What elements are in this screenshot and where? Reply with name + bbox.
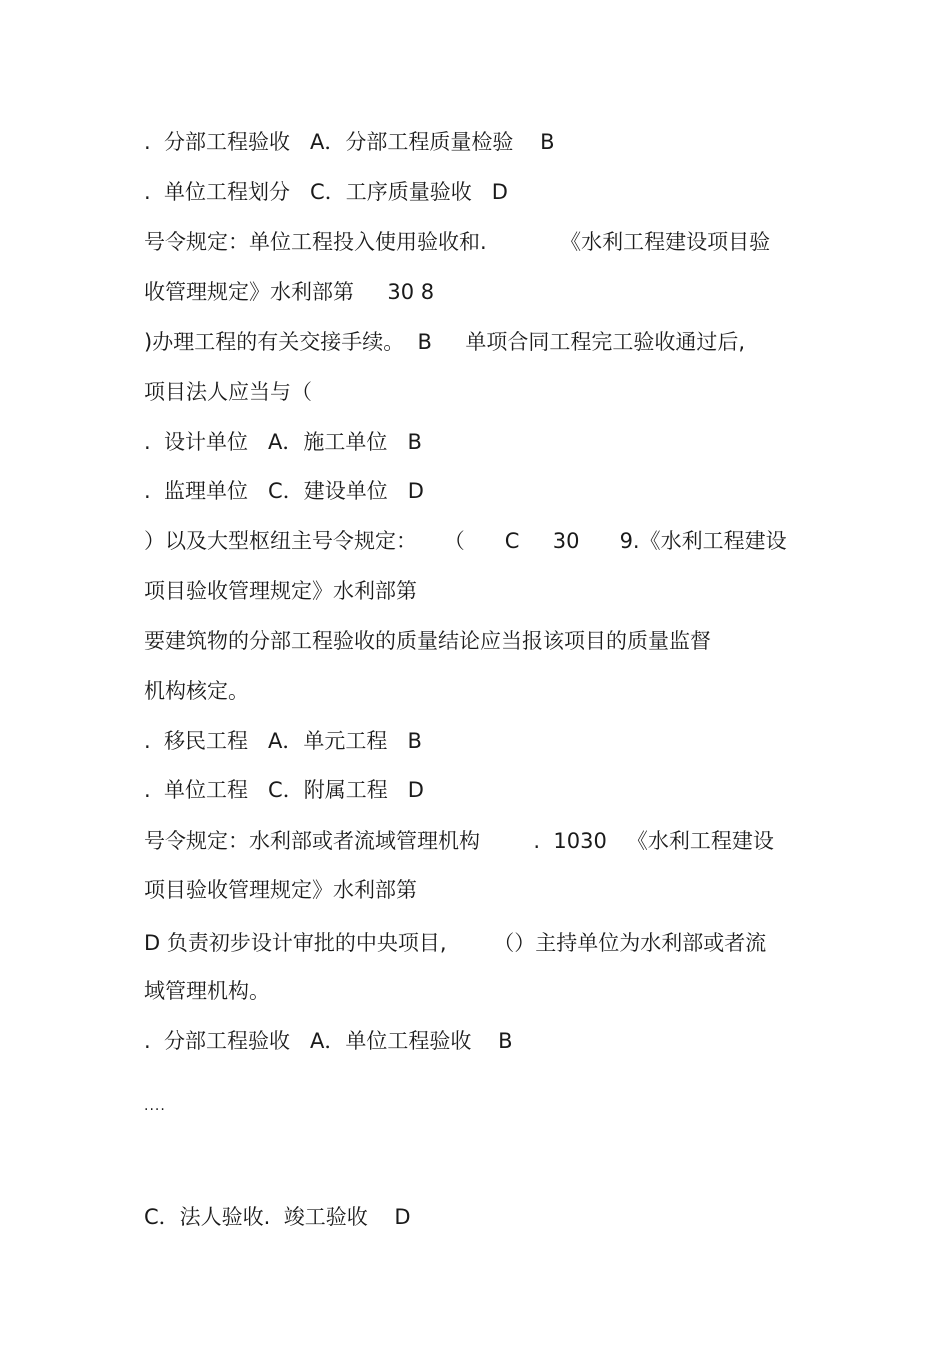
text-line: . 分部工程验收 A．分部工程质量检验 B: [144, 130, 555, 154]
text-line: . 移民工程 A．单元工程 B: [144, 729, 422, 753]
text-line: . 单位工程 C．附属工程 D: [144, 778, 424, 802]
text-line: 域管理机构。: [144, 979, 270, 1003]
ellipsis-text: ....: [144, 1098, 166, 1114]
text-line: . 分部工程验收 A．单位工程验收 B: [144, 1029, 513, 1053]
text-line: ）以及大型枢纽主号令规定： （ C 30 9.《水利工程建设: [144, 529, 787, 553]
text-line: C．法人验收. 竣工验收 D: [144, 1205, 411, 1229]
text-line: 项目验收管理规定》水利部第: [144, 878, 417, 902]
text-line: 机构核定。: [144, 679, 249, 703]
text-line: D 负责初步设计审批的中央项目, （）主持单位为水利部或者流: [144, 931, 767, 955]
text-line: 号令规定：水利部或者流域管理机构 . 1030 《水利工程建设: [144, 829, 774, 853]
text-line: 项目法人应当与（: [144, 380, 312, 404]
text-line: 项目验收管理规定》水利部第: [144, 579, 417, 603]
text-line: 号令规定：单位工程投入使用验收和. 《水利工程建设项目验: [144, 230, 771, 254]
text-line: )办理工程的有关交接手续。 B 单项合同工程完工验收通过后,: [144, 330, 745, 354]
text-line: 要建筑物的分部工程验收的质量结论应当报该项目的质量监督: [144, 629, 711, 653]
text-line: . 监理单位 C．建设单位 D: [144, 479, 424, 503]
text-line: 收管理规定》水利部第 30 8: [144, 280, 435, 304]
text-line: . 单位工程划分 C．工序质量验收 D: [144, 180, 508, 204]
text-line: . 设计单位 A．施工单位 B: [144, 430, 422, 454]
